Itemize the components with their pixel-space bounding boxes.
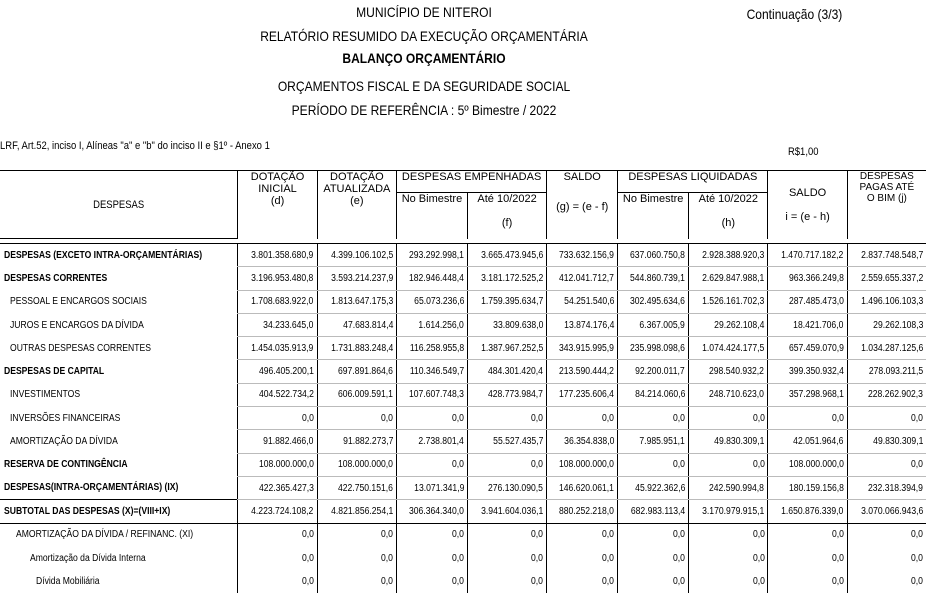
col-saldo-i: SALDO i = (e - h) [768,171,847,239]
row-value: 54.251.540,6 [547,290,618,313]
row-value: 0,0 [847,407,926,430]
row-value: 0,0 [317,523,396,546]
table-row [0,570,926,593]
row-value: 0,0 [396,407,467,430]
table-row [0,337,926,360]
row-value: 1.496.106.103,3 [847,290,926,313]
row-label: PESSOAL E ENCARGOS SOCIAIS [10,296,147,308]
row-value: 180.159.156,8 [768,476,847,499]
row-value: 0,0 [317,546,396,569]
row-value: 1.759.395.634,7 [467,290,546,313]
row-value: 0,0 [847,523,926,546]
row-value: 84.214.060,6 [618,383,689,406]
row-value: 0,0 [238,570,317,593]
row-value: 697.891.864,6 [317,360,396,383]
row-value: 49.830.309,1 [689,430,768,453]
row-value: 2.928.388.920,3 [689,244,768,267]
col-despesas-liquidadas: DESPESAS LIQUIDADAS [618,171,768,193]
row-value: 13.071.341,9 [396,476,467,499]
row-value: 0,0 [618,570,689,593]
row-value: 2.738.801,4 [396,430,467,453]
row-value: 302.495.634,6 [618,290,689,313]
row-value: 404.522.734,2 [238,383,317,406]
row-value: 0,0 [467,407,546,430]
row-value: 34.233.645,0 [238,313,317,336]
row-value: 232.318.394,9 [847,476,926,499]
row-label: Dívida Mobiliária [36,575,100,587]
row-value: 4.821.856.254,1 [317,500,396,523]
reference-period: PERÍODO DE REFERÊNCIA : 5º Bimestre / 2022 [291,102,557,118]
row-value: 0,0 [396,453,467,476]
row-value: 357.298.968,1 [768,383,847,406]
table-row [0,313,926,336]
row-value: 0,0 [396,546,467,569]
row-value: 0,0 [618,546,689,569]
row-value: 108.000.000,0 [768,453,847,476]
row-value: 0,0 [847,546,926,569]
report-subtitle: BALANÇO ORÇAMENTÁRIO [342,50,506,66]
table-row [0,360,926,383]
row-value: 0,0 [618,453,689,476]
row-value: 49.830.309,1 [847,430,926,453]
row-value: 0,0 [689,546,768,569]
row-value: 293.292.998,1 [396,244,467,267]
row-value: 0,0 [238,407,317,430]
row-value: 544.860.739,1 [618,267,689,290]
row-value: 1.813.647.175,3 [317,290,396,313]
row-value: 45.922.362,6 [618,476,689,499]
table-row [0,407,926,430]
row-value: 182.946.448,4 [396,267,467,290]
row-value: 422.365.427,3 [238,476,317,499]
row-value: 0,0 [768,523,847,546]
row-value: 484.301.420,4 [467,360,546,383]
row-value: 733.632.156,9 [547,244,618,267]
col-empenhadas-ate: Até 10/2022 [467,193,546,217]
row-value: 108.000.000,0 [238,453,317,476]
row-value: 0,0 [547,570,618,593]
row-value: 36.354.838,0 [547,430,618,453]
row-label: DESPESAS (EXCETO INTRA-ORÇAMENTÁRIAS) [4,249,203,261]
row-value: 47.683.814,4 [317,313,396,336]
report-title: RELATÓRIO RESUMIDO DA EXECUÇÃO ORÇAMENTÁRIA [260,28,588,44]
row-value: 298.540.932,2 [689,360,768,383]
row-value: 0,0 [547,523,618,546]
row-value: 428.773.984,7 [467,383,546,406]
row-value: 242.590.994,8 [689,476,768,499]
table-row [0,476,926,499]
row-value: 2.629.847.988,1 [689,267,768,290]
municipality-title: MUNICÍPIO DE NITEROI [356,4,492,20]
row-value: 92.200.011,7 [618,360,689,383]
row-value: 146.620.061,1 [547,476,618,499]
row-value: 3.941.604.036,1 [467,500,546,523]
row-label: INVESTIMENTOS [10,389,81,401]
row-value: 880.252.218,0 [547,500,618,523]
budget-scope: ORÇAMENTOS FISCAL E DA SEGURIDADE SOCIAL [277,78,571,94]
row-value: 0,0 [689,407,768,430]
row-value: 412.041.712,7 [547,267,618,290]
legal-reference: LRF, Art.52, inciso I, Alíneas "a" e "b" do inciso II e §1º - Anexo 1 [0,140,270,152]
row-value: 0,0 [768,570,847,593]
row-value: 91.882.273,7 [317,430,396,453]
row-value: 276.130.090,5 [467,476,546,499]
row-label: DESPESAS DE CAPITAL [4,366,105,378]
col-liquidadas-bimestre: No Bimestre [618,193,689,217]
row-value: 13.874.176,4 [547,313,618,336]
row-label: JUROS E ENCARGOS DA DÍVIDA [10,319,144,331]
row-label: INVERSÕES FINANCEIRAS [10,412,121,424]
row-value: 1.387.967.252,5 [467,337,546,360]
row-value: 1.731.883.248,4 [317,337,396,360]
row-value: 637.060.750,8 [618,244,689,267]
row-label: Amortização da Dívida Interna [30,552,146,564]
row-value: 1.454.035.913,9 [238,337,317,360]
table-row [0,267,926,290]
row-value: 0,0 [547,546,618,569]
row-value: 3.196.953.480,8 [238,267,317,290]
row-label: SUBTOTAL DAS DESPESAS (X)=(VIII+IX) [0,500,238,523]
row-label: AMORTIZAÇÃO DA DÍVIDA [10,436,118,448]
row-value: 29.262.108,4 [689,313,768,336]
table-row [0,500,926,523]
row-value: 228.262.902,3 [847,383,926,406]
row-value: 18.421.706,0 [768,313,847,336]
row-value: 3.181.172.525,2 [467,267,546,290]
row-value: 1.470.717.182,2 [768,244,847,267]
row-value: 6.367.005,9 [618,313,689,336]
table-row [0,290,926,313]
row-value: 0,0 [768,407,847,430]
col-empenhadas-ate-code: (f) [467,217,546,239]
col-dotacao-atualizada: DOTAÇÃO ATUALIZADA (e) [317,171,396,239]
row-value: 682.983.113,4 [618,500,689,523]
row-value: 0,0 [396,570,467,593]
row-value: 29.262.108,3 [847,313,926,336]
table-row [0,430,926,453]
row-value: 0,0 [467,523,546,546]
row-value: 2.559.655.337,2 [847,267,926,290]
col-dotacao-inicial: DOTAÇÃO INICIAL (d) [238,171,317,239]
row-value: 1.034.287.125,6 [847,337,926,360]
row-value: 177.235.606,4 [547,383,618,406]
row-value: 0,0 [467,453,546,476]
row-value: 4.223.724.108,2 [238,500,317,523]
row-value: 4.399.106.102,5 [317,244,396,267]
row-label: DESPESAS(INTRA-ORÇAMENTÁRIAS) (IX) [4,482,179,494]
row-value: 306.364.340,0 [396,500,467,523]
row-value: 0,0 [467,570,546,593]
table-row [0,383,926,406]
row-value: 0,0 [396,523,467,546]
row-value: 65.073.236,6 [396,290,467,313]
row-value: 116.258.955,8 [396,337,467,360]
row-value: 657.459.070,9 [768,337,847,360]
row-value: 55.527.435,7 [467,430,546,453]
row-value: 248.710.623,0 [689,383,768,406]
table-row [0,523,926,546]
row-value: 0,0 [689,453,768,476]
currency-unit: R$1,00 [787,146,818,158]
row-value: 3.070.066.943,6 [847,500,926,523]
row-value: 108.000.000,0 [317,453,396,476]
col-empenhadas-bimestre: No Bimestre [396,193,467,217]
row-value: 3.170.979.915,1 [689,500,768,523]
row-value: 0,0 [847,453,926,476]
row-label: OUTRAS DESPESAS CORRENTES [10,342,151,354]
col-despesas: DESPESAS [0,171,238,239]
row-label: RESERVA DE CONTINGÊNCIA [4,459,128,471]
row-value: 213.590.444,2 [547,360,618,383]
row-value: 0,0 [317,407,396,430]
row-value: 110.346.549,7 [396,360,467,383]
continuation-label: Continuação (3/3) [746,6,842,22]
row-value: 107.607.748,3 [396,383,467,406]
row-value: 1.614.256,0 [396,313,467,336]
row-value: 0,0 [238,546,317,569]
table-body [0,244,926,593]
row-value: 0,0 [768,546,847,569]
row-label: DESPESAS CORRENTES [4,272,108,284]
row-value: 606.009.591,1 [317,383,396,406]
col-despesas-pagas: DESPESAS PAGAS ATÉ O BIM (j) [847,171,926,239]
row-value: 3.593.214.237,9 [317,267,396,290]
row-value: 963.366.249,8 [768,267,847,290]
row-value: 91.882.466,0 [238,430,317,453]
col-liquidadas-ate: Até 10/2022 [689,193,768,217]
row-value: 2.837.748.548,7 [847,244,926,267]
row-value: 422.750.151,6 [317,476,396,499]
row-value: 496.405.200,1 [238,360,317,383]
row-value: 399.350.932,4 [768,360,847,383]
row-value: 287.485.473,0 [768,290,847,313]
row-value: 1.526.161.702,3 [689,290,768,313]
row-value: 33.809.638,0 [467,313,546,336]
row-value: 1.074.424.177,5 [689,337,768,360]
row-value: 0,0 [618,523,689,546]
row-label: AMORTIZAÇÃO DA DÍVIDA / REFINANC. (XI) [16,529,194,541]
row-value: 278.093.211,5 [847,360,926,383]
row-value: 0,0 [317,570,396,593]
table-row [0,546,926,569]
row-value: 0,0 [689,570,768,593]
row-value: 0,0 [467,546,546,569]
row-value: 0,0 [238,523,317,546]
col-saldo-g: SALDO (g) = (e - f) [547,171,618,239]
row-value: 0,0 [847,570,926,593]
row-value: 42.051.964,6 [768,430,847,453]
row-value: 0,0 [547,407,618,430]
row-value: 0,0 [618,407,689,430]
row-value: 3.665.473.945,6 [467,244,546,267]
table-row [0,244,926,267]
row-value: 235.998.098,6 [618,337,689,360]
col-despesas-empenhadas: DESPESAS EMPENHADAS [396,171,546,193]
table-row [0,453,926,476]
budget-table [0,170,926,593]
col-liquidadas-ate-code: (h) [689,217,768,239]
row-value: 7.985.951,1 [618,430,689,453]
row-value: 3.801.358.680,9 [238,244,317,267]
row-value: 1.708.683.922,0 [238,290,317,313]
row-value: 343.915.995,9 [547,337,618,360]
row-value: 108.000.000,0 [547,453,618,476]
row-value: 0,0 [689,523,768,546]
row-value: 1.650.876.339,0 [768,500,847,523]
